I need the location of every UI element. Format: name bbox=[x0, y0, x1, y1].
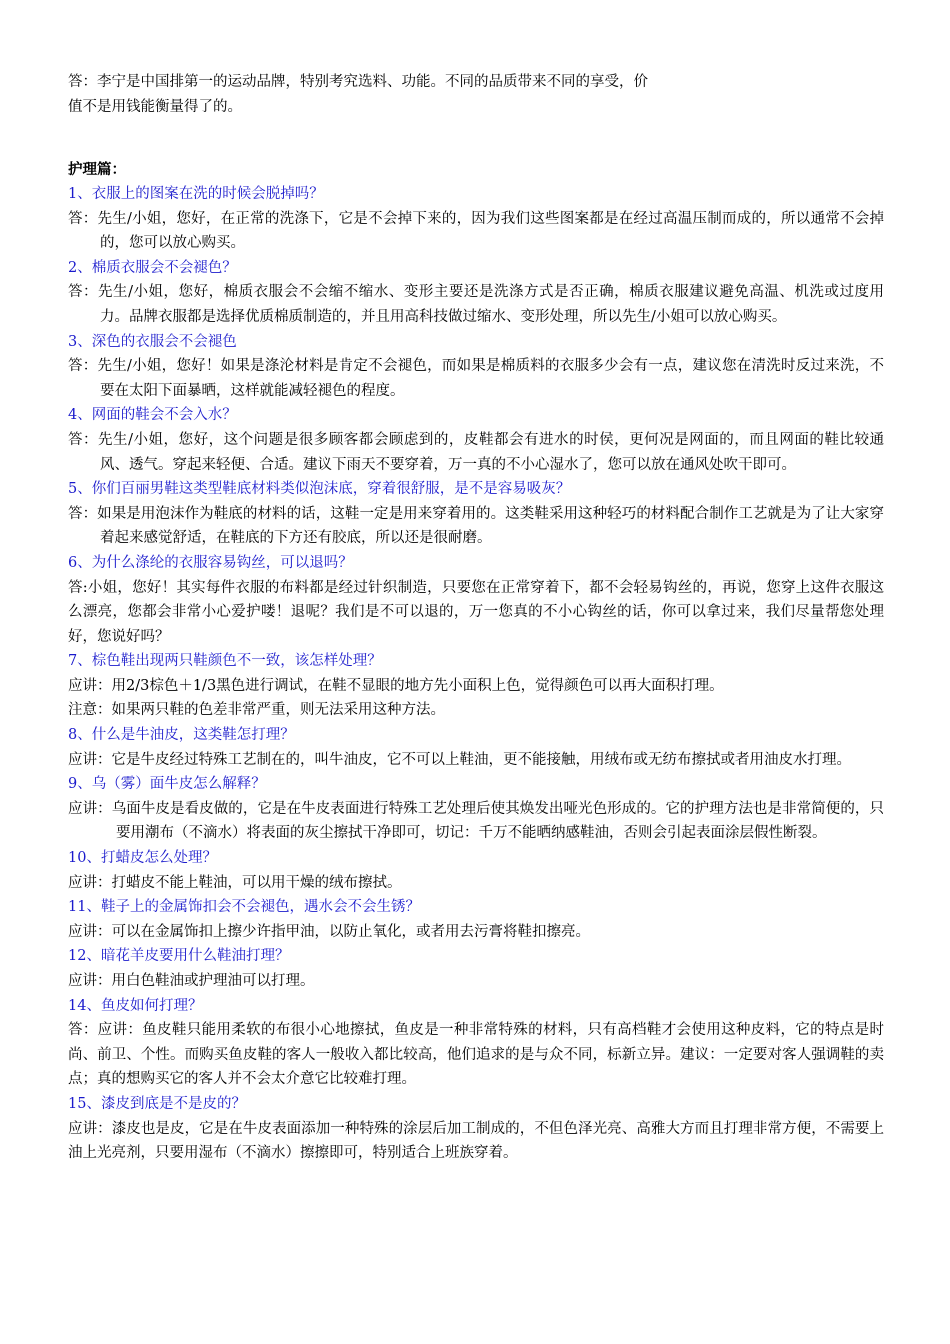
answer-text: 应讲：打蜡皮不能上鞋油，可以用干燥的绒布擦拭。 bbox=[68, 874, 402, 891]
question-heading: 1、衣服上的图案在洗的时候会脱掉吗？ bbox=[68, 186, 324, 202]
qa-item bbox=[68, 403, 884, 477]
qa-item bbox=[68, 944, 884, 993]
question-heading: 3、深色的衣服会不会褪色 bbox=[68, 333, 237, 350]
question-heading: 12、暗花羊皮要用什么鞋油打理？ bbox=[68, 948, 290, 965]
qa-item bbox=[68, 551, 884, 649]
answer-text: 答：先生/小姐，您好，这个问题是很多顾客都会顾虑到的，皮鞋都会有进水的时侯，更何况是网面的，而且网面的鞋比较通风、透气。穿起来轻便、合适。建议下雨天不要穿着，万一真的不小心湿水了，您可以放在通风处吹干即可。 bbox=[68, 431, 884, 473]
question-heading: 2、棉质衣服会不会褪色？ bbox=[68, 259, 237, 276]
question-heading: 10、打蜡皮怎么处理？ bbox=[68, 850, 217, 867]
answer-text: 注意：如果两只鞋的色差非常严重，则无法采用这种方法。 bbox=[68, 702, 445, 719]
qa-item bbox=[68, 895, 884, 944]
answer-text: 答：先生/小姐，您好，棉质衣服会不会缩不缩水、变形主要还是洗涤方式是否正确，棉质衣服建议避免高温、机洗或过度用力。品牌衣服都是选择优质棉质制造的，并且用高科技做过缩水、变形处理，所以先生/小姐可以放心购买。 bbox=[68, 284, 884, 325]
intro-line-2: 值不是用钱能衡量得了的。 bbox=[68, 99, 242, 115]
question-heading: 15、漆皮到底是不是皮的？ bbox=[68, 1095, 246, 1112]
question-heading: 5、你们百丽男鞋这类型鞋底材料类似泡沫底，穿着很舒服，是不是容易吸灰？ bbox=[68, 481, 571, 498]
question-heading: 7、棕色鞋出现两只鞋颜色不一致，该怎样处理？ bbox=[68, 653, 382, 670]
answer-text: 应讲：可以在金属饰扣上擦少许指甲油，以防止氧化，或者用去污膏将鞋扣擦亮。 bbox=[68, 923, 590, 940]
question-heading: 8、什么是牛油皮，这类鞋怎打理？ bbox=[68, 727, 295, 744]
qa-item bbox=[68, 846, 884, 895]
document-page bbox=[68, 70, 884, 1166]
answer-text: 应讲：用2/3棕色＋1/3黑色进行调试，在鞋不显眼的地方先小面积上色，觉得颜色可以再大面积打理。 bbox=[68, 677, 724, 694]
qa-item bbox=[68, 772, 884, 846]
qa-item bbox=[68, 1092, 884, 1166]
answer-text: 应讲：乌面牛皮是看皮做的，它是在牛皮表面进行特殊工艺处理后使其焕发出哑光色形成的。它的护理方法也是非常简便的，只要用潮布（不滴水）将表面的灰尘擦拭干净即可，切记：千万不能晒纳感鞋油，否则会引起表面涂层假性断裂。 bbox=[68, 800, 884, 842]
qa-item bbox=[68, 723, 884, 772]
question-heading: 6、为什么涤纶的衣服容易钩丝，可以退吗？ bbox=[68, 554, 353, 571]
intro-line-1: 答：李宁是中国排第一的运动品牌，特别考究选料、功能。不同的品质带来不同的享受，价 bbox=[68, 74, 648, 90]
question-heading: 14、鱼皮如何打理？ bbox=[68, 997, 203, 1014]
answer-text: 应讲：用白色鞋油或护理油可以打理。 bbox=[68, 973, 315, 989]
answer-text: 答：如果是用泡沫作为鞋底的材料的话，这鞋一定是用来穿着用的。这类鞋采用这种轻巧的材料配合制作工艺就是为了让大家穿着起来感觉舒适，在鞋底的下方还有胶底，所以还是很耐磨。 bbox=[68, 505, 884, 547]
question-heading: 11、鞋子上的金属饰扣会不会褪色，遇水会不会生锈？ bbox=[68, 899, 420, 916]
answer-text: 答：先生/小姐，您好！如果是涤沦材料是肯定不会褪色，而如果是棉质料的衣服多少会有一点，建议您在清洗时反过来洗，不要在太阳下面暴晒，这样就能减轻褪色的程度。 bbox=[68, 358, 884, 399]
qa-list bbox=[68, 182, 884, 1166]
answer-text: 答:小姐，您好！其实每件衣服的布料都是经过针织制造，只要您在正常穿着下，都不会轻易钩丝的，再说，您穿上这件衣服这么漂亮，您都会非常小心爱护喽！退呢？我们是不可以退的，万一您真的不小心钩丝的话，你可以拿过来，我们尽量帮您处理好，您说好吗？ bbox=[68, 579, 884, 645]
answer-text: 应讲：漆皮也是皮，它是在牛皮表面添加一种特殊的涂层后加工制成的，不但色泽光亮、高雅大方而且打理非常方便，不需要上油上光亮剂，只要用湿布（不滴水）擦擦即可，特别适合上班族穿着。 bbox=[68, 1120, 884, 1162]
qa-item bbox=[68, 649, 884, 723]
question-heading: 9、乌（雾）面牛皮怎么解释？ bbox=[68, 776, 266, 793]
qa-item bbox=[68, 477, 884, 551]
answer-text: 应讲：它是牛皮经过特殊工艺制在的，叫牛油皮，它不可以上鞋油，更不能接触，用绒布或无纺布擦拭或者用油皮水打理。 bbox=[68, 751, 851, 768]
answer-text: 答：先生/小姐，您好，在正常的洗涤下，它是不会掉下来的，因为我们这些图案都是在经过高温压制而成的，所以通常不会掉的，您可以放心购买。 bbox=[68, 210, 884, 252]
qa-item bbox=[68, 256, 884, 330]
qa-item bbox=[68, 330, 884, 404]
qa-item bbox=[68, 994, 884, 1092]
qa-item bbox=[68, 182, 884, 256]
answer-text: 答：应讲：鱼皮鞋只能用柔软的布很小心地擦拭，鱼皮是一种非常特殊的材料，只有高档鞋才会使用这种皮料，它的特点是时尚、前卫、个性。而购买鱼皮鞋的客人一般收入都比较高，他们追求的是与众不同，标新立异。建议：一定要对客人强调鞋的卖点；真的想购买它的客人并不会太介意它比较难打理。 bbox=[68, 1022, 884, 1088]
section-title: 护理篇： bbox=[68, 161, 126, 178]
question-heading: 4、网面的鞋会不会入水？ bbox=[68, 407, 237, 424]
